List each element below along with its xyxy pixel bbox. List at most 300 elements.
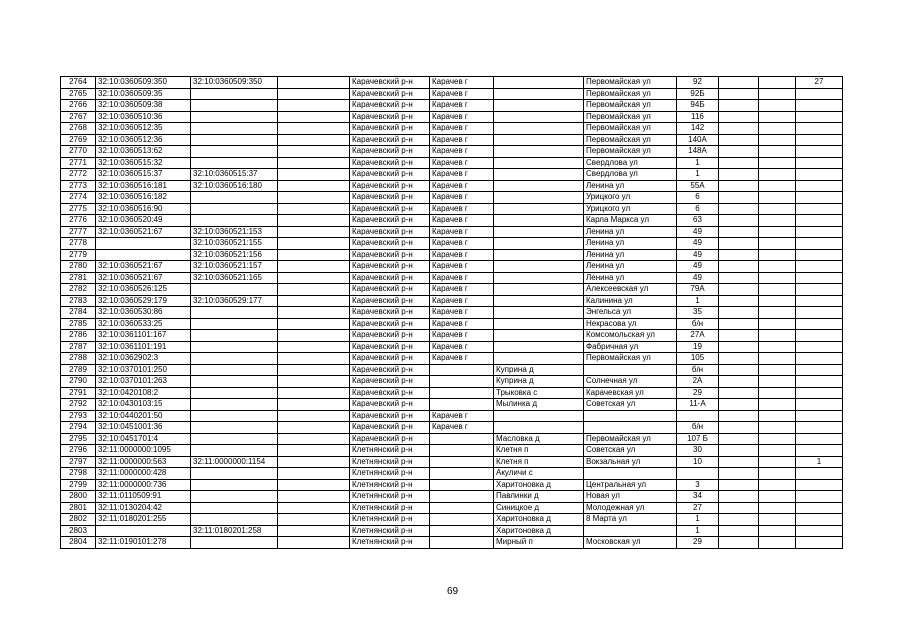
table-cell	[759, 100, 796, 112]
table-cell	[719, 123, 759, 135]
table-cell: 32:10:0360516:182	[96, 192, 191, 204]
table-row	[61, 399, 843, 411]
table-cell: Карачев г	[430, 180, 494, 192]
table-cell	[430, 468, 494, 480]
table-cell: 32:10:0362902:3	[96, 353, 191, 365]
table-cell: Молодежная ул	[584, 502, 677, 514]
table-cell: Первомайская ул	[584, 111, 677, 123]
table-row	[61, 157, 843, 169]
table-cell	[278, 341, 350, 353]
table-cell	[494, 203, 584, 215]
table-row	[61, 456, 843, 468]
table-cell	[278, 445, 350, 457]
table-cell	[494, 261, 584, 273]
table-row	[61, 387, 843, 399]
table-cell: Первомайская ул	[584, 123, 677, 135]
table-cell: 2778	[61, 238, 96, 250]
table-cell: Клетнянский р-н	[350, 525, 430, 537]
table-cell	[494, 307, 584, 319]
table-cell: Карачев г	[430, 226, 494, 238]
table-cell: Карачев г	[430, 146, 494, 158]
table-cell	[191, 376, 278, 388]
table-cell	[494, 410, 584, 422]
table-cell	[759, 502, 796, 514]
table-cell	[584, 364, 677, 376]
table-cell	[278, 295, 350, 307]
table-cell	[796, 445, 843, 457]
table-cell	[96, 238, 191, 250]
table-cell	[719, 364, 759, 376]
table-cell: 2775	[61, 203, 96, 215]
table-cell	[191, 502, 278, 514]
table-cell: 2793	[61, 410, 96, 422]
table-row	[61, 123, 843, 135]
table-cell	[796, 295, 843, 307]
table-cell	[796, 169, 843, 181]
table-cell: 32:10:0360512:36	[96, 134, 191, 146]
table-cell: Свердлова ул	[584, 157, 677, 169]
table-cell: 32:10:0360521:67	[96, 272, 191, 284]
table-cell: 2764	[61, 77, 96, 89]
table-cell	[719, 399, 759, 411]
table-cell	[191, 479, 278, 491]
table-row	[61, 514, 843, 526]
table-cell: 2770	[61, 146, 96, 158]
table-cell	[796, 502, 843, 514]
table-cell: 27А	[677, 330, 719, 342]
table-cell: Куприна д	[494, 364, 584, 376]
table-cell: 2798	[61, 468, 96, 480]
table-cell	[719, 261, 759, 273]
table-cell	[96, 249, 191, 261]
table-cell: 32:10:0360510:36	[96, 111, 191, 123]
table-cell: Солнечная ул	[584, 376, 677, 388]
table-cell	[494, 100, 584, 112]
table-cell: 32:10:0360515:32	[96, 157, 191, 169]
table-cell: Фабричная ул	[584, 341, 677, 353]
table-cell	[759, 157, 796, 169]
table-cell	[278, 330, 350, 342]
table-cell	[191, 307, 278, 319]
table-cell: Карла Маркса ул	[584, 215, 677, 227]
table-cell: Трыковка с	[494, 387, 584, 399]
table-cell: Комсомольская ул	[584, 330, 677, 342]
table-cell	[278, 364, 350, 376]
table-cell	[494, 272, 584, 284]
table-cell	[759, 77, 796, 89]
table-cell: Карачев г	[430, 410, 494, 422]
table-cell: 63	[677, 215, 719, 227]
table-cell: 32:10:0360533:25	[96, 318, 191, 330]
table-cell	[719, 353, 759, 365]
table-cell: 32:10:0360513:62	[96, 146, 191, 158]
table-cell	[759, 249, 796, 261]
table-cell: 32:10:0361101:167	[96, 330, 191, 342]
table-row	[61, 192, 843, 204]
table-cell	[796, 284, 843, 296]
table-cell	[584, 525, 677, 537]
table-cell	[191, 491, 278, 503]
table-cell	[494, 215, 584, 227]
table-cell: 32:11:0190101:278	[96, 537, 191, 549]
table-cell: Первомайская ул	[584, 77, 677, 89]
table-cell: 32:10:0360521:155	[191, 238, 278, 250]
table-cell	[430, 399, 494, 411]
table-cell: 49	[677, 238, 719, 250]
table-cell	[796, 341, 843, 353]
table-cell: Карачевский р-н	[350, 100, 430, 112]
table-cell: 92	[677, 77, 719, 89]
table-cell: Урицкого ул	[584, 203, 677, 215]
table-cell	[719, 88, 759, 100]
table-cell	[278, 433, 350, 445]
table-cell: 32:10:0360521:67	[96, 261, 191, 273]
table-cell: Карачев г	[430, 123, 494, 135]
table-cell: 32:10:0360516:181	[96, 180, 191, 192]
table-cell	[796, 514, 843, 526]
table-row	[61, 169, 843, 181]
table-cell	[584, 422, 677, 434]
table-cell: 2789	[61, 364, 96, 376]
table-cell	[719, 341, 759, 353]
table-cell: Карачевский р-н	[350, 433, 430, 445]
table-cell	[796, 203, 843, 215]
table-cell	[796, 249, 843, 261]
table-cell	[278, 272, 350, 284]
table-cell: Карачевский р-н	[350, 123, 430, 135]
table-cell: Карачевский р-н	[350, 192, 430, 204]
table-cell: 32:11:0000000:736	[96, 479, 191, 491]
table-cell: 148А	[677, 146, 719, 158]
table-row	[61, 422, 843, 434]
table-cell: Клетнянский р-н	[350, 479, 430, 491]
table-cell: Куприна д	[494, 376, 584, 388]
table-cell	[494, 238, 584, 250]
table-cell	[494, 157, 584, 169]
table-cell: Карачевский р-н	[350, 249, 430, 261]
table-cell	[759, 433, 796, 445]
table-cell	[278, 203, 350, 215]
table-cell: Харитоновка д	[494, 514, 584, 526]
table-cell	[494, 169, 584, 181]
table-cell: Урицкого ул	[584, 192, 677, 204]
table-cell	[796, 192, 843, 204]
page-number: 69	[446, 586, 459, 597]
table-cell: 32:10:0360521:153	[191, 226, 278, 238]
table-cell	[494, 284, 584, 296]
table-cell: Первомайская ул	[584, 353, 677, 365]
table-cell	[191, 134, 278, 146]
table-cell	[759, 514, 796, 526]
table-cell: 2780	[61, 261, 96, 273]
table-cell	[430, 376, 494, 388]
table-cell	[96, 525, 191, 537]
table-cell: 32:10:0420108:2	[96, 387, 191, 399]
table-cell	[191, 284, 278, 296]
table-cell	[796, 134, 843, 146]
table-cell	[759, 203, 796, 215]
table-cell: Карачевский р-н	[350, 353, 430, 365]
table-cell: Карачевский р-н	[350, 330, 430, 342]
table-cell: 2799	[61, 479, 96, 491]
table-row	[61, 77, 843, 89]
table-cell	[278, 249, 350, 261]
table-row	[61, 238, 843, 250]
table-row	[61, 468, 843, 480]
table-cell	[719, 169, 759, 181]
table-cell: 27	[677, 502, 719, 514]
table-cell: 2802	[61, 514, 96, 526]
table-row	[61, 491, 843, 503]
table-row	[61, 249, 843, 261]
table-cell: 92Б	[677, 88, 719, 100]
table-cell: Карачев г	[430, 157, 494, 169]
table-cell	[719, 284, 759, 296]
table-cell	[191, 203, 278, 215]
table-cell	[719, 330, 759, 342]
table-cell	[759, 123, 796, 135]
table-cell: Свердлова ул	[584, 169, 677, 181]
table-row	[61, 525, 843, 537]
table-cell	[494, 134, 584, 146]
table-cell: 2768	[61, 123, 96, 135]
table-cell	[719, 157, 759, 169]
table-cell	[430, 456, 494, 468]
table-cell	[278, 88, 350, 100]
table-cell	[430, 479, 494, 491]
table-cell: Центральная ул	[584, 479, 677, 491]
table-cell: Некрасова ул	[584, 318, 677, 330]
table-cell: Ленина ул	[584, 249, 677, 261]
table-cell: Карачевский р-н	[350, 134, 430, 146]
table-cell	[278, 525, 350, 537]
table-cell	[430, 525, 494, 537]
table-cell	[759, 295, 796, 307]
table-cell: 2А	[677, 376, 719, 388]
table-cell: 29	[677, 387, 719, 399]
table-cell: Ленина ул	[584, 180, 677, 192]
table-cell	[719, 77, 759, 89]
table-cell	[278, 422, 350, 434]
table-cell	[796, 261, 843, 273]
table-cell	[191, 422, 278, 434]
table-cell: 2776	[61, 215, 96, 227]
table-row	[61, 433, 843, 445]
table-cell	[494, 226, 584, 238]
table-cell: Карачевский р-н	[350, 146, 430, 158]
table-row	[61, 410, 843, 422]
table-cell	[796, 537, 843, 549]
table-cell	[191, 192, 278, 204]
table-cell: 32:11:0000000:563	[96, 456, 191, 468]
table-cell: 49	[677, 261, 719, 273]
table-cell: Карачевский р-н	[350, 203, 430, 215]
table-cell: Клетня п	[494, 456, 584, 468]
table-cell: 1	[677, 295, 719, 307]
table-cell: Карачев г	[430, 353, 494, 365]
table-cell: Карачев г	[430, 134, 494, 146]
table-cell	[719, 445, 759, 457]
table-row	[61, 203, 843, 215]
table-cell	[278, 353, 350, 365]
table-cell: 32:10:0360521:157	[191, 261, 278, 273]
table-row	[61, 353, 843, 365]
table-cell	[494, 123, 584, 135]
table-row	[61, 134, 843, 146]
table-cell: Первомайская ул	[584, 100, 677, 112]
table-cell	[191, 399, 278, 411]
table-cell: 105	[677, 353, 719, 365]
table-cell: 6	[677, 192, 719, 204]
table-cell: Карачевский р-н	[350, 238, 430, 250]
table-cell: Карачев г	[430, 284, 494, 296]
table-row	[61, 307, 843, 319]
table-cell	[719, 410, 759, 422]
table-cell: 2766	[61, 100, 96, 112]
table-cell: 32:10:0430103:15	[96, 399, 191, 411]
table-cell	[278, 537, 350, 549]
table-cell	[278, 157, 350, 169]
table-cell: 6	[677, 203, 719, 215]
table-cell	[719, 180, 759, 192]
table-cell	[278, 376, 350, 388]
table-cell: Карачев г	[430, 77, 494, 89]
table-row	[61, 88, 843, 100]
table-cell: 2773	[61, 180, 96, 192]
table-cell: 32:11:0180201:258	[191, 525, 278, 537]
table-cell: Клетнянский р-н	[350, 445, 430, 457]
table-cell	[719, 226, 759, 238]
table-cell: 30	[677, 445, 719, 457]
table-cell	[494, 88, 584, 100]
table-cell: Карачевский р-н	[350, 364, 430, 376]
table-cell	[677, 410, 719, 422]
table-cell	[759, 307, 796, 319]
table-cell: 94Б	[677, 100, 719, 112]
table-cell: б/н	[677, 422, 719, 434]
table-cell	[719, 514, 759, 526]
table-cell: 2779	[61, 249, 96, 261]
table-cell	[191, 353, 278, 365]
table-cell: Карачев г	[430, 422, 494, 434]
table-cell	[759, 410, 796, 422]
table-cell	[719, 111, 759, 123]
table-cell	[430, 537, 494, 549]
table-cell	[278, 491, 350, 503]
table-cell	[494, 77, 584, 89]
table-cell	[278, 307, 350, 319]
table-cell: Карачев г	[430, 272, 494, 284]
table-cell: 1	[677, 157, 719, 169]
table-cell	[494, 341, 584, 353]
table-row	[61, 364, 843, 376]
table-cell	[719, 272, 759, 284]
table-cell	[191, 146, 278, 158]
table-cell	[759, 180, 796, 192]
table-row	[61, 445, 843, 457]
table-cell	[759, 399, 796, 411]
table-cell: Карачев г	[430, 215, 494, 227]
table-cell	[796, 364, 843, 376]
table-cell: Первомайская ул	[584, 433, 677, 445]
table-row	[61, 284, 843, 296]
table-row	[61, 261, 843, 273]
table-cell	[759, 422, 796, 434]
table-cell	[278, 238, 350, 250]
table-cell: Павлинки д	[494, 491, 584, 503]
table-cell	[719, 387, 759, 399]
table-cell	[719, 318, 759, 330]
table-cell	[796, 399, 843, 411]
table-cell: 35	[677, 307, 719, 319]
table-cell: 2777	[61, 226, 96, 238]
table-cell	[430, 514, 494, 526]
data-table	[60, 76, 843, 549]
table-cell	[759, 88, 796, 100]
table-cell: Масловка д	[494, 433, 584, 445]
table-cell: Карачевский р-н	[350, 226, 430, 238]
table-cell: б/н	[677, 364, 719, 376]
table-cell: Карачевский р-н	[350, 272, 430, 284]
table-cell	[430, 433, 494, 445]
table-cell	[796, 525, 843, 537]
table-cell	[719, 433, 759, 445]
table-cell: 32:10:0370101:250	[96, 364, 191, 376]
table-cell	[796, 100, 843, 112]
table-cell: Московская ул	[584, 537, 677, 549]
table-cell: 2796	[61, 445, 96, 457]
table-cell: Акуличи с	[494, 468, 584, 480]
table-cell	[796, 410, 843, 422]
table-cell: 2782	[61, 284, 96, 296]
table-cell	[278, 514, 350, 526]
table-cell: 2788	[61, 353, 96, 365]
table-cell: 49	[677, 249, 719, 261]
table-cell	[191, 410, 278, 422]
table-cell: 27	[796, 77, 843, 89]
table-row	[61, 180, 843, 192]
table-cell: Первомайская ул	[584, 134, 677, 146]
table-cell: Карачевский р-н	[350, 422, 430, 434]
table-cell	[759, 272, 796, 284]
table-cell: Советская ул	[584, 445, 677, 457]
table-cell	[278, 318, 350, 330]
table-cell	[191, 445, 278, 457]
table-cell	[796, 318, 843, 330]
table-cell: Карачевский р-н	[350, 295, 430, 307]
table-cell: 79А	[677, 284, 719, 296]
table-cell	[759, 364, 796, 376]
table-cell: 2767	[61, 111, 96, 123]
table-cell: Карачевский р-н	[350, 215, 430, 227]
table-cell: Клетнянский р-н	[350, 456, 430, 468]
table-cell: 2792	[61, 399, 96, 411]
table-cell	[719, 456, 759, 468]
table-cell: 32:10:0451001:36	[96, 422, 191, 434]
table-row	[61, 330, 843, 342]
table-cell	[191, 341, 278, 353]
table-cell: 32:11:0000000:1095	[96, 445, 191, 457]
table-cell: 2786	[61, 330, 96, 342]
table-cell: Карачев г	[430, 307, 494, 319]
table-cell	[278, 410, 350, 422]
table-cell	[719, 146, 759, 158]
table-cell: 1	[796, 456, 843, 468]
table-cell: 32:10:0360521:165	[191, 272, 278, 284]
table-cell: 32:10:0360529:179	[96, 295, 191, 307]
table-cell	[796, 157, 843, 169]
table-cell: Карачевский р-н	[350, 399, 430, 411]
